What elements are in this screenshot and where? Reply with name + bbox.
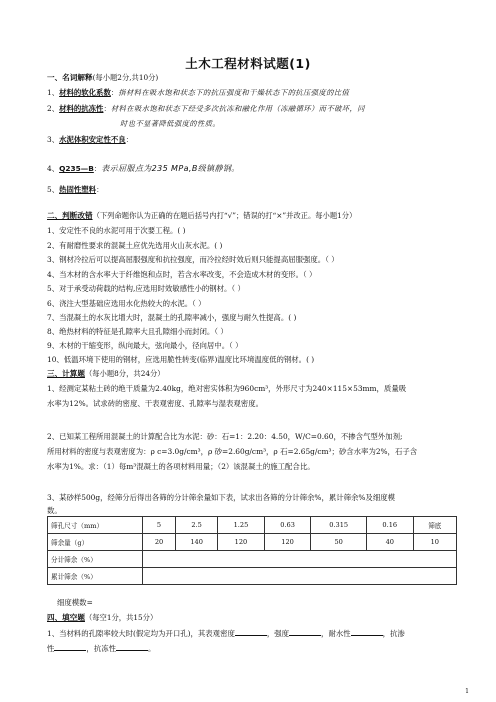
term-label: 热固性塑料 bbox=[59, 185, 97, 194]
table-cell: 120 bbox=[218, 534, 265, 551]
section-note: （下列命题你认为正确的在题后括号内打“√”；错误的打“×”并改正。每小题1分） bbox=[92, 211, 357, 220]
table-cell: 20 bbox=[143, 534, 176, 551]
question-text: 性 bbox=[47, 644, 55, 653]
judge-item: 7、当混凝土的水灰比增大时，混凝土的孔隙率减小，强度与耐久性提高。( ) bbox=[47, 313, 297, 322]
term-item-4 bbox=[47, 164, 240, 174]
answer-blank[interactable] bbox=[351, 628, 383, 636]
table-cell: 2.5 bbox=[176, 517, 218, 534]
question-text: ，抗渗 bbox=[382, 629, 405, 638]
table-row bbox=[48, 534, 457, 551]
table-cell: 筛底 bbox=[413, 517, 456, 534]
item-number: 5、 bbox=[47, 185, 60, 194]
section-heading-4 bbox=[47, 613, 157, 623]
question-text: ，抗冻性 bbox=[86, 644, 116, 653]
calc-question-3-line: 3、某砂样500g，经筛分后得出各筛的分计筛余量如下表，试求出各筛的分计筛余%，累计筛余%及细度模 bbox=[47, 493, 395, 502]
judge-item: 4、当木材的含水率大于纤维饱和点时，若含水率改变，不会造成木材的变形。（ ） bbox=[47, 270, 317, 279]
judge-item: 5、对于承受动荷载的结构,应选用时效敏感性小的钢材。（ ） bbox=[47, 284, 245, 293]
section-note: （每空1分，共15分） bbox=[84, 613, 158, 622]
table-cell: 5 bbox=[143, 517, 176, 534]
answer-blank[interactable] bbox=[289, 628, 321, 636]
term-answer: 指材料在吸水饱和状态下的抗压强度和干燥状态下的抗压强度的比值 bbox=[118, 88, 350, 97]
term-item-1 bbox=[47, 88, 349, 98]
judge-item: 1、安定性不良的水泥可用于次要工程。( ) bbox=[47, 226, 186, 235]
table-cell-empty bbox=[143, 551, 457, 568]
table-row bbox=[48, 551, 457, 568]
term-answer-continued: 时也不显著降低强度的性质。 bbox=[120, 119, 221, 128]
term-label: Q235—B bbox=[59, 164, 94, 173]
table-cell: 累计筛余（%） bbox=[48, 568, 143, 585]
term-label: 水泥体积安定性不良 bbox=[59, 135, 126, 144]
colon: ： bbox=[103, 104, 111, 113]
calc-question-2-line: 水率为1%。求：（1）每m³混凝土的各项材料用量；（2）该混凝土的施工配合比。 bbox=[47, 462, 315, 471]
colon: ： bbox=[93, 164, 102, 173]
section-heading-3 bbox=[47, 369, 165, 379]
question-text: ，强度 bbox=[266, 629, 290, 638]
table-cell: 筛孔尺寸（mm） bbox=[48, 517, 143, 534]
calc-question-1-line: 1、经测定某粘土砖的绝干质量为2.40kg，绝对密实体积为960cm³，外形尺寸为240×115×53mm，质量吸 bbox=[47, 384, 407, 393]
fineness-modulus-label: 细度模数= bbox=[57, 598, 93, 607]
answer-blank[interactable] bbox=[116, 643, 148, 651]
term-item-2 bbox=[47, 104, 365, 114]
section-note: （每小题8分，共24分） bbox=[84, 369, 165, 378]
table-cell: 0.16 bbox=[366, 517, 413, 534]
judge-item: 6、浇注大型基础应选用水化热较大的水泥。（ ） bbox=[47, 299, 206, 308]
judge-item: 3、钢材冷拉后可以提高屈服强度和抗拉强度，而冷拉经时效后则只能提高屈服强度。（ ） bbox=[47, 255, 339, 264]
judge-item: 8、绝热材料的特征是孔隙率大且孔隙细小而封闭。（ ） bbox=[47, 327, 228, 336]
table-cell: 40 bbox=[366, 534, 413, 551]
table-cell: 0.315 bbox=[311, 517, 367, 534]
judge-item: 10、低温环境下使用的钢材，应选用脆性转变(临界)温度比环境温度低的钢材。( ) bbox=[47, 355, 315, 364]
fill-question-1-continued bbox=[47, 643, 155, 654]
page-number: 1 bbox=[465, 688, 469, 695]
sieve-table bbox=[47, 516, 457, 585]
item-number: 1、 bbox=[47, 88, 60, 97]
item-number: 4、 bbox=[47, 164, 60, 173]
question-text: 。 bbox=[147, 644, 156, 653]
term-answer: 材料在吸水饱和状态下经受多次抗冻和融化作用（冻融循环）而不破坏，同 bbox=[110, 104, 365, 113]
fill-question-1 bbox=[47, 628, 405, 639]
table-cell: 140 bbox=[176, 534, 218, 551]
section-heading-2 bbox=[47, 211, 356, 221]
term-label: 材料的抗冻性 bbox=[59, 104, 104, 113]
calc-question-3-line: 数。 bbox=[47, 506, 62, 515]
question-text: 1、当材料的孔隙率较大时(假定均为开口孔)，其表观密度 bbox=[47, 629, 235, 638]
term-answer: 表示屈服点为235 MPa,B级镇静钢。 bbox=[101, 164, 240, 173]
table-cell: 10 bbox=[413, 534, 456, 551]
item-number: 3、 bbox=[47, 135, 60, 144]
table-row bbox=[48, 517, 457, 534]
section-title: 二、判断改错 bbox=[47, 211, 93, 220]
section-title: 四、填空题 bbox=[47, 613, 85, 622]
term-item-3 bbox=[47, 135, 133, 145]
table-cell: 50 bbox=[311, 534, 367, 551]
section-heading-1 bbox=[47, 73, 158, 83]
table-cell: 0.63 bbox=[264, 517, 311, 534]
section-note: (每小题2分,共10分) bbox=[92, 73, 159, 82]
colon: ： bbox=[125, 135, 134, 144]
table-cell-empty bbox=[143, 568, 457, 585]
colon: ： bbox=[110, 88, 119, 97]
calc-question-1-line: 水率为12%。试求砖的密度、干表观密度、孔隙率与湿表观密度。 bbox=[47, 399, 263, 408]
section-title: 三、计算题 bbox=[47, 369, 85, 378]
calc-question-2-line: 所用材料的密度与表观密度为：ρ c=3.0g/cm³，ρ 砂=2.60g/cm³，ρ 石=2.65g/cm³；砂含水率为2%，石子含 bbox=[47, 447, 418, 456]
table-cell: 120 bbox=[264, 534, 311, 551]
judge-item: 2、有耐磨性要求的混凝土应优先选用火山灰水泥。( ) bbox=[47, 241, 223, 250]
item-number: 2、 bbox=[47, 104, 60, 113]
section-title: 一、名词解释 bbox=[47, 73, 93, 82]
question-text: ，耐水性 bbox=[321, 629, 351, 638]
judge-item: 9、木材的干缩变形，纵向最大，弦向最小，径向居中。（ ） bbox=[47, 341, 243, 350]
colon: ： bbox=[96, 185, 104, 194]
term-item-5 bbox=[47, 185, 103, 195]
table-row bbox=[48, 568, 457, 585]
calc-question-2-line: 2、已知某工程所用混凝土的计算配合比为水泥：砂：石=1：2.20：4.50，W/C=0.60，不掺含气型外加剂; bbox=[47, 432, 403, 441]
table-cell: 分计筛余（%） bbox=[48, 551, 143, 568]
page-title: 土木工程材料试题(1) bbox=[185, 56, 311, 71]
term-label: 材料的软化系数 bbox=[59, 88, 111, 97]
answer-blank[interactable] bbox=[54, 643, 86, 651]
table-cell: 1.25 bbox=[218, 517, 265, 534]
table-cell: 筛余量（g） bbox=[48, 534, 143, 551]
answer-blank[interactable] bbox=[235, 628, 267, 636]
